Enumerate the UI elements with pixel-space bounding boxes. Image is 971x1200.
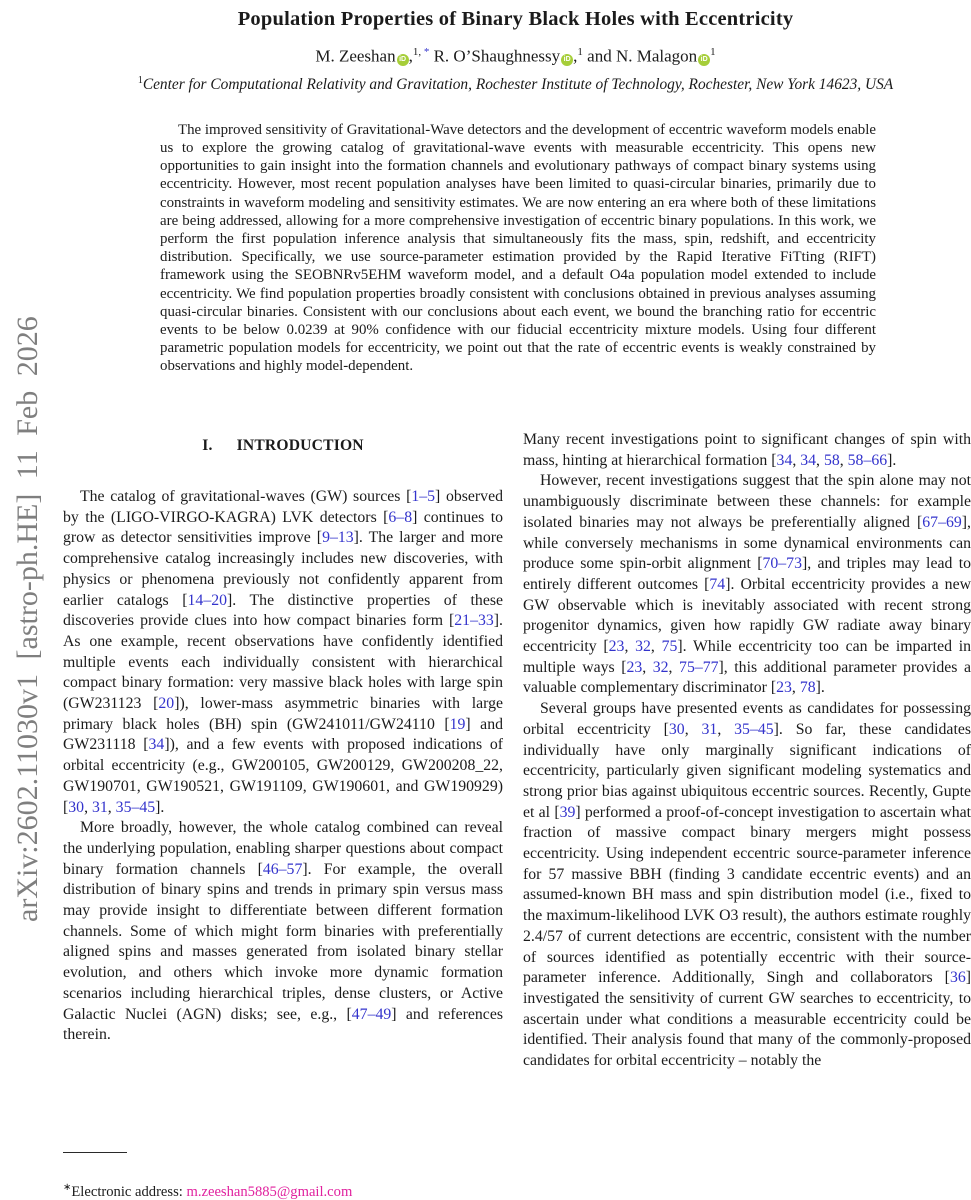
author-name: N. Malagon xyxy=(615,46,698,66)
right-column-text xyxy=(523,430,971,1072)
citation-link[interactable]: 9–13 xyxy=(322,529,354,547)
author-superscript: 1 xyxy=(577,46,583,58)
footnote-rule xyxy=(63,1152,127,1153)
citation-link[interactable]: 14–20 xyxy=(187,591,228,609)
affiliation xyxy=(63,75,968,94)
arxiv-stamp: arXiv:2602.11030v1 [astro-ph.HE] 11 Feb 2026 xyxy=(11,316,44,922)
section-heading xyxy=(63,437,503,455)
left-paragraph-1: The catalog of gravitational-waves (GW) sources [1–5] observed by the (LIGO-VIRGO-KAGRA) LVK detectors [6–8] continues to grow as detector sensitivities improve [9–13]. The larger and more comprehensive catalog increasingly includes new discoveries, with physics or phenomena previously not confidently apparent from earlier catalogs [14–20]. The distinctive properties of these discoveries provide clues into how compact binaries form [21–33]. As one example, recent observations have confidently identified multiple events each individually consistent with hierarchical compact binary formation: very massive black holes with large spin (GW231123 [20]), lower-mass asymmetric binaries with large primary black holes (BH) spin (GW241011/GW24110 [19] and GW231118 [34]), and a few events with proposed indications of orbital eccentricity (e.g., GW200105, GW200129, GW200208_22, GW190701, GW190521, GW191109, GW190601, and GW190929) [30, 31, 35–45]. xyxy=(63,488,504,816)
author-superscript: 1 xyxy=(710,46,716,58)
citation-link[interactable]: 36 xyxy=(949,969,966,987)
citation-link[interactable]: 67–69 xyxy=(922,513,962,531)
citation-link[interactable]: 78 xyxy=(799,679,816,697)
right-column xyxy=(523,430,971,1200)
author-name: R. O’Shaughnessy xyxy=(433,46,561,66)
citation-link[interactable]: 35–45 xyxy=(734,720,774,738)
citation-link[interactable]: 32 xyxy=(635,638,651,656)
citation-link[interactable]: 31 xyxy=(91,798,108,816)
citation-link[interactable]: 39 xyxy=(559,803,576,821)
email-link[interactable]: m.zeeshan5885@gmail.com xyxy=(186,1184,353,1200)
author-footnote-star[interactable]: * xyxy=(421,46,430,58)
citation-link[interactable]: 34 xyxy=(800,451,817,469)
section-number: I. xyxy=(202,437,213,454)
citation-link[interactable]: 47–49 xyxy=(351,1005,392,1023)
footnote-label: Electronic address: xyxy=(71,1184,187,1200)
orcid-icon[interactable]: iD xyxy=(698,54,710,66)
citation-link[interactable]: 34 xyxy=(776,451,793,469)
paper-content xyxy=(63,8,971,1200)
abstract: The improved sensitivity of Gravitational-Wave detectors and the development of eccentric waveform models enable us to explore the growing catalog of gravitational-wave events with measurable eccentricity. This opens new opportunities to gain insight into the formation channels and evolutionary pathways of compact binary systems using eccentricity. However, most recent population analyses have been limited to quasi-circular binaries, primarily due to constraints in waveform modeling and sensitivity estimates. We are now entering an era where both of these limitations are being addressed, allowing for a more comprehensive investigation of eccentric binary populations. In this work, we perform the first population inference analysis that simultaneously fits the mass, spin, redshift, and eccentricity distribution. Specifically, we use source-parameter estimation provided by the Rapid Iterative FiTting (RIFT) framework using the SEOBNRv5EHM waveform model, and a default O4a population model extended to include eccentricity. We find population properties broadly consistent with conclusions obtained in previous analyses assuming quasi-circular binaries. Consistent with our conclusions about each event, we bound the branching ratio for eccentric events to be below 0.0239 at 90% confidence with our fiducial eccentricity mixture models. Using four different parametric population models for eccentricity, we point out that the rate of eccentric events is weakly constrained by observations and highly model-dependent. xyxy=(160,121,876,375)
footnote xyxy=(63,1152,503,1200)
section-title: INTRODUCTION xyxy=(236,437,364,454)
citation-link[interactable]: 70–73 xyxy=(762,555,802,573)
author-line: M. Zeeshan iD ,$^{1,}$ * R. O’Shaughnessy iD ,$^1$ and N. Malagon $iD^1$ xyxy=(315,46,716,66)
left-paragraph-2: More broadly, however, the whole catalog combined can reveal the underlying population, enabling sharper questions about compact binary formation channels [46–57]. For example, the overall distribution of binary spins and trends in primary spin versus mass may provide insight to differentiate between different formation channels. Some of which might form binaries with preferentially aligned spins and masses generated from isolated binary stellar evolution, and others which invoke more dynamic formation scenarios including hierarchical triples, dense clusters, or Active Galactic Nuclei (AGN) disks; see, e.g., [47–49] and references therein. xyxy=(63,819,503,1044)
citation-link[interactable]: 23 xyxy=(608,638,625,656)
right-paragraph-2: However, recent investigations suggest that the spin alone may not unambiguously discriminate between these channels: for example isolated binaries may not always be preferentially aligned [67–69], while conversely mechanisms in some dynamical environments can produce some spin-orbit alignment [70–73], and triples may lead to entirely different outcomes [74]. Orbital eccentricity provides a new GW observable which is inevitably associated with recent strong progenitor dynamics, given how rapidly GW radiate away binary eccentricity [23, 32, 75]. While eccentricity too can be imparted in multiple ways [23, 32, 75–77], this additional parameter provides a valuable complementary discriminator [23, 78]. xyxy=(523,472,971,697)
two-column-body xyxy=(63,430,971,1200)
affiliation-text: Center for Computational Relativity and Gravitation, Rochester Institute of Technology, Rochester, New York 14623, USA xyxy=(142,75,894,93)
paper-title: Population Properties of Binary Black Holes with Eccentricity xyxy=(237,8,794,30)
citation-link[interactable]: 32 xyxy=(652,658,669,676)
citation-link[interactable]: 1–5 xyxy=(411,488,436,505)
citation-link[interactable]: 58 xyxy=(823,451,840,469)
citation-link[interactable]: 35–45 xyxy=(115,798,156,816)
footnote-marker: ∗ xyxy=(63,1182,72,1194)
citation-link[interactable]: 34 xyxy=(148,736,165,754)
citation-link[interactable]: 30 xyxy=(668,720,685,738)
citation-link[interactable]: 46–57 xyxy=(262,860,303,878)
author-name: M. Zeeshan xyxy=(315,46,396,66)
citation-link[interactable]: 30 xyxy=(68,798,85,816)
citation-link[interactable]: 58–66 xyxy=(847,451,888,469)
right-paragraph-1: Many recent investigations point to significant changes of spin with mass, hinting at hierarchical formation [34, 34, 58, 58–66]. xyxy=(523,431,971,469)
right-paragraph-3: Several groups have presented events as candidates for possessing orbital eccentricity [30, 31, 35–45]. So far, these candidates individually have only marginally significant indications of eccentricity, particularly given significant modeling systematics and strong prior bias against ubiquitous eccentric sources. Recently, Gupte et al [39] performed a proof-of-concept investigation to ascertain what fraction of massive compact binary mergers might possess eccentricity. Using independent eccentric source-parameter inference for 57 massive BBH (finding 3 candidate eccentric events) and an assumed-known BH mass and spin distribution model (i.e., fixed to the maximum-likelihood LVK O3 result), the authors estimate roughly 2.4/57 of current detections are eccentric, consistent with the number of sources identified as potentially eccentric with their source-parameter inference. Additionally, Singh and collaborators [36] investigated the sensitivity of current GW searches to eccentricity, to ascertain under what conditions a measurable eccentricity could be identified. Their analysis found that many of the commonly-proposed candidates for orbital eccentricity – notably the xyxy=(523,700,971,1070)
left-column-text xyxy=(63,487,503,1046)
citation-link[interactable]: 21–33 xyxy=(454,612,494,630)
citation-link[interactable]: 23 xyxy=(776,679,792,697)
author-superscript: 1, xyxy=(412,46,422,58)
citation-link[interactable]: 74 xyxy=(709,575,726,593)
orcid-icon[interactable]: iD xyxy=(561,54,573,66)
citation-link[interactable]: 23 xyxy=(626,658,643,676)
citation-link[interactable]: 75–77 xyxy=(679,658,719,676)
citation-link[interactable]: 75 xyxy=(661,638,678,656)
citation-link[interactable]: 20 xyxy=(158,695,175,713)
orcid-icon[interactable]: iD xyxy=(397,54,409,66)
column-gap xyxy=(503,430,523,1200)
citation-link[interactable]: 19 xyxy=(449,715,466,733)
citation-link[interactable]: 31 xyxy=(701,720,718,738)
left-column xyxy=(63,430,503,1200)
citation-link[interactable]: 6–8 xyxy=(388,508,413,526)
affiliation-superscript: 1 xyxy=(137,74,143,86)
footnote-text xyxy=(63,1179,503,1200)
